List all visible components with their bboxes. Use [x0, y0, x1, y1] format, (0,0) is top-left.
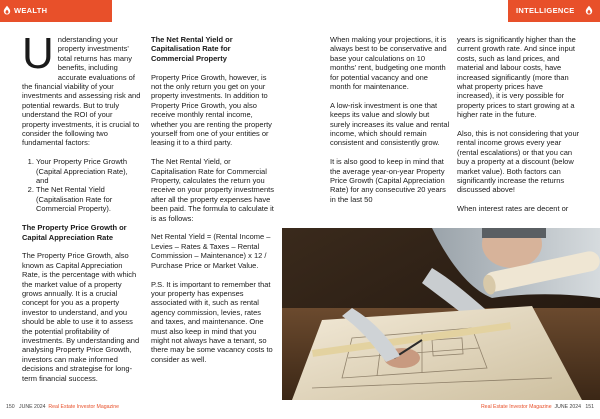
article-photo [282, 228, 600, 400]
article-column-4 [457, 35, 581, 223]
formula-paragraph: Net Rental Yield = (Rental Income – Levies – Rates & Taxes – Rental Commission – Maintenance) x 12 / Purchase Price or Market Value. [151, 232, 271, 270]
article-column-3 [330, 35, 450, 214]
drop-cap: U [22, 29, 54, 78]
body-paragraph: The Net Rental Yield, or Capitalisation Rate for Commercial Property, calculates the return you receive on your property investments after all the property expenses have been paid. The formula to calculate it is as follows: [151, 157, 274, 223]
section-bar-right [508, 0, 600, 22]
section-title-intelligence: INTELLIGENCE [516, 6, 575, 15]
section-title-wealth: WEALTH [14, 6, 48, 15]
drafting-photo-illustration [282, 228, 600, 400]
intro-text: nderstanding your property investments' total returns has many benefits, including accurate evaluations of the financial viability of your investments and assessing risk and potential rewards. But to truly understand the ROI of your property investments, it is crucial to consider the following two fundamental factors: [22, 35, 141, 148]
subheading-net-rental-yield: The Net Rental Yield or Capitalisation Rate for Commercial Property [151, 35, 233, 63]
flame-icon [584, 5, 594, 15]
page-number: 150 [6, 404, 15, 410]
list-item: 2. The Net Rental Yield (Capitalisation Rate for Commercial Property). [36, 185, 142, 213]
body-paragraph: It is also good to keep in mind that the average year-on-year Property Price Growth (Capital Appreciation Rate) for any consecutive 20 years in the last 50 [330, 157, 446, 204]
body-paragraph: years is significantly higher than the current growth rate. And since input costs, such as land prices, and material and labour costs, have increased significantly (more than what property prices have increased), it is very possible for property prices to start growing at a higher rate in the future. [457, 35, 576, 120]
flame-icon [2, 5, 12, 15]
factors-list [22, 157, 142, 213]
body-paragraph: The Property Price Growth, also known as Capital Appreciation Rate, is the percentage with which the market value of a property grows annually. It is a crucial concept for you as a property investor to understand, and you should be able to use it to assess the potential profitability of investments. By understanding and analysing Property Price Growth, investors can make informed decisions and strategise for long-term financial success. [22, 251, 140, 383]
list-item: 1. Your Property Price Growth (Capital Appreciation Rate), and [36, 157, 142, 185]
issue-date: JUNE 2024 [18, 404, 46, 410]
footer-left [6, 404, 119, 410]
body-paragraph: Also, this is not considering that your rental income grows every year (rental escalations) or that you can buy a property at a discount (below market value). Both factors can significantly increase the returns discussed above! [457, 129, 580, 195]
subheading-price-growth: The Property Price Growth or Capital Appreciation Rate [22, 223, 127, 242]
footer-right [481, 404, 594, 410]
body-paragraph: When making your projections, it is always best to be conservative and base your calculations on 10 months' rent, budgeting one month for potential vacancy and one month for maintenance. [330, 35, 447, 92]
page-number: 151 [585, 404, 594, 410]
article-column-1 [22, 29, 142, 392]
body-paragraph: When interest rates are decent or [457, 204, 569, 214]
section-bar-left [0, 0, 112, 22]
magazine-name: Real Estate Investor Magazine [48, 404, 120, 410]
body-paragraph: A low-risk investment is one that keeps its value and slowly but surely increases its value and rental income, which should remain consistent and consistently grow. [330, 100, 450, 148]
issue-date: JUNE 2024 [554, 404, 582, 410]
intro-paragraph [22, 29, 142, 148]
body-paragraph: Property Price Growth, however, is not the only return you get on your property investments. In addition to Property Price Growth, you also receive monthly rental income, whether you are renting the property yourself from one of your entities or leasing it to a third party. [151, 72, 272, 148]
ps-paragraph: P.S. It is important to remember that your property has expenses associated with it, such as rental agency commission, levies, rates and taxes, and maintenance. One must also keep in mind that you might not always have a tenant, so there may be some vacancy costs to consider as well. [151, 279, 273, 364]
magazine-name: Real Estate Investor Magazine [480, 404, 552, 410]
article-column-2 [151, 35, 275, 374]
